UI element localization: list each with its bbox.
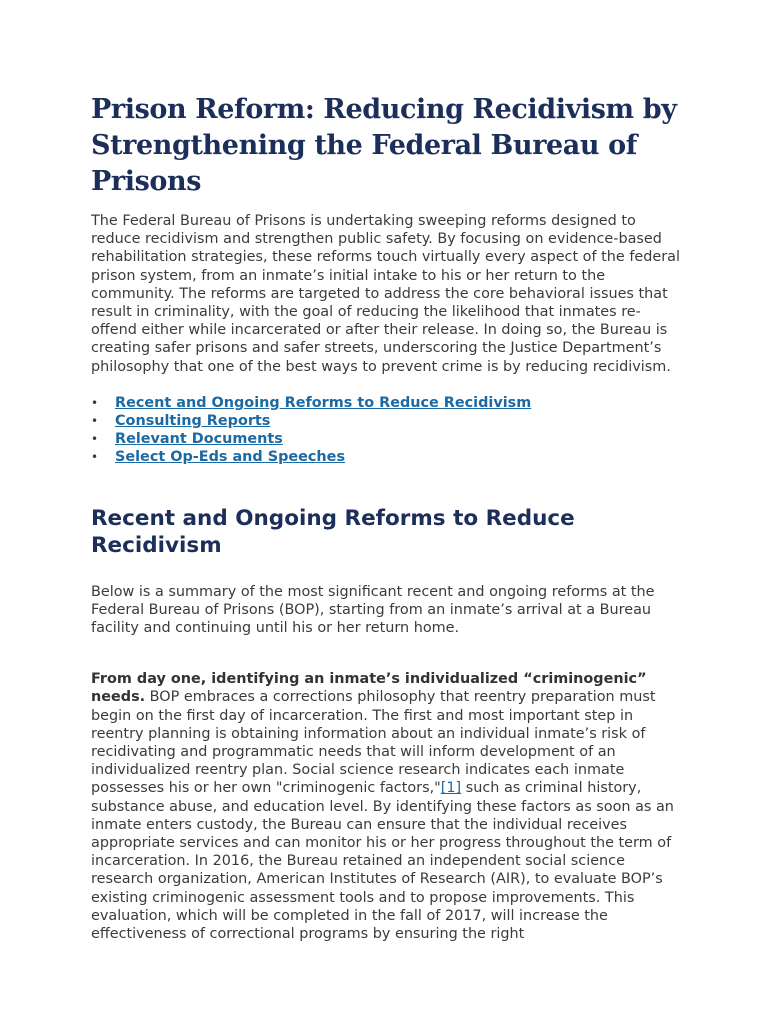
link-recent-reforms[interactable]: Recent and Ongoing Reforms to Reduce Recidivism <box>115 394 532 411</box>
link-relevant-documents[interactable]: Relevant Documents <box>115 431 283 448</box>
list-item <box>91 394 681 412</box>
list-item <box>91 448 681 466</box>
link-consulting-reports[interactable]: Consulting Reports <box>115 413 271 430</box>
bullet-icon: • <box>91 414 99 429</box>
link-op-eds-speeches[interactable]: Select Op-Eds and Speeches <box>115 449 346 466</box>
list-item <box>91 430 681 448</box>
page-title: Prison Reform: Reducing Recidivism by Strengthening the Federal Bureau of Prisons <box>91 94 677 197</box>
document-page <box>91 92 681 943</box>
paragraph-lead: From day one, identifying an inmate’s individualized “criminogenic” needs. <box>91 671 647 706</box>
criminogenic-needs-paragraph <box>91 670 681 943</box>
list-item <box>91 412 681 430</box>
summary-paragraph: Below is a summary of the most significant recent and ongoing reforms at the Federal Bureau of Prisons (BOP), starting from an inmate’s arrival at a Bureau facility and continuing until his or her return home. <box>91 583 655 637</box>
bullet-icon: • <box>91 450 99 465</box>
footnote-link[interactable]: [1] <box>440 780 462 797</box>
section-links-list <box>91 394 681 467</box>
section-heading: Recent and Ongoing Reforms to Reduce Recidivism <box>91 505 575 558</box>
paragraph-body-part-1: BOP embraces a corrections philosophy that reentry preparation must begin on the first day of incarceration. The first and most important step in reentry planning is obtaining information about an individual inmate’s risk of recidivating and programmatic needs that will inform development of an individualized reentry plan. Social science research indicates each inmate possesses his or her own "criminogenic factors," <box>91 689 656 797</box>
intro-paragraph: The Federal Bureau of Prisons is undertaking sweeping reforms designed to reduce recidivism and strengthen public safety. By focusing on evidence-based rehabilitation strategies, these reforms touch virtually every aspect of the federal prison system, from an inmate’s initial intake to his or her return to the community. The reforms are targeted to address the core behavioral issues that result in criminality, with the goal of reducing the likelihood that inmates re-offend either while incarcerated or after their release. In doing so, the Bureau is creating safer prisons and safer streets, underscoring the Justice Department’s philosophy that one of the best ways to prevent crime is by reducing recidivism. <box>91 213 680 375</box>
bullet-icon: • <box>91 432 99 447</box>
paragraph-body-part-2: such as criminal history, substance abuse, and education level. By identifying these factors as soon as an inmate enters custody, the Bureau can ensure that the individual receives appropriate services and can monitor his or her progress throughout the term of incarceration. In 2016, the Bureau retained an independent social science research organization, American Institutes of Research (AIR), to evaluate BOP’s existing criminogenic assessment tools and to propose improvements. This evaluation, which will be completed in the fall of 2017, will increase the effectiveness of correctional programs by ensuring the right <box>91 780 674 943</box>
bullet-icon: • <box>91 395 99 410</box>
